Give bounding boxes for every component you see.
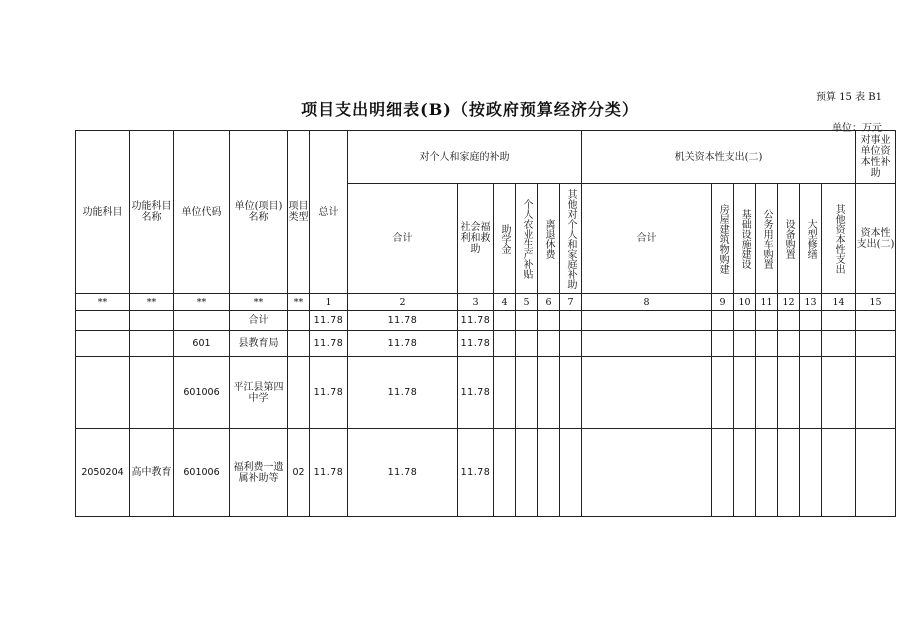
table-row — [76, 311, 896, 331]
header-repair: 大型修缮 — [800, 184, 822, 294]
header-capital-total: 合计 — [582, 184, 712, 294]
index-cell: 1 — [310, 294, 348, 311]
index-cell: ** — [230, 294, 288, 311]
cell-func-name — [130, 311, 174, 331]
header-social-welfare: 社会福利和救助 — [458, 184, 494, 294]
cell-total: 11.78 — [310, 357, 348, 429]
cell-type — [288, 331, 310, 357]
index-cell: 2 — [348, 294, 458, 311]
cell-func — [76, 311, 130, 331]
cell-name: 县教育局 — [230, 331, 288, 357]
header-infrastructure: 基础设施建设 — [734, 184, 756, 294]
cell-func-name — [130, 331, 174, 357]
header-unit-code: 单位代码 — [174, 131, 230, 294]
header-project-type: 项目类型 — [288, 131, 310, 294]
index-cell: ** — [130, 294, 174, 311]
cell-name: 合计 — [230, 311, 288, 331]
header-total: 总计 — [310, 131, 348, 294]
index-cell: 7 — [560, 294, 582, 311]
cell-personal-total: 11.78 — [348, 357, 458, 429]
header-group-capital: 机关资本性支出(二) — [582, 131, 856, 184]
index-cell: 14 — [822, 294, 856, 311]
header-equipment: 设备购置 — [778, 184, 800, 294]
header-other-capital: 其他资本性支出 — [822, 184, 856, 294]
index-row — [76, 294, 896, 311]
index-cell: 4 — [494, 294, 516, 311]
header-building: 房屋建筑物购建 — [712, 184, 734, 294]
header-group-enterprise: 对事业单位资本性补助 — [856, 131, 896, 184]
cell-func — [76, 331, 130, 357]
cell-social-welfare: 11.78 — [458, 331, 494, 357]
header-func-subject-name: 功能科目名称 — [130, 131, 174, 294]
cell-code: 601 — [174, 331, 230, 357]
cell-social-welfare: 11.78 — [458, 357, 494, 429]
index-cell: 15 — [856, 294, 896, 311]
table-row — [76, 429, 896, 517]
cell-total: 11.78 — [310, 429, 348, 517]
header-unit-name: 单位(项目)名称 — [230, 131, 288, 294]
cell-personal-total: 11.78 — [348, 429, 458, 517]
header-func-subject: 功能科目 — [76, 131, 130, 294]
index-cell: 12 — [778, 294, 800, 311]
index-cell: 10 — [734, 294, 756, 311]
header-personal-total: 合计 — [348, 184, 458, 294]
cell-social-welfare: 11.78 — [458, 429, 494, 517]
table-row — [76, 357, 896, 429]
unit-label: 单位：万元 — [832, 123, 882, 134]
cell-type — [288, 357, 310, 429]
index-cell: ** — [174, 294, 230, 311]
header-vehicle: 公务用车购置 — [756, 184, 778, 294]
cell-type — [288, 311, 310, 331]
header-other-personal: 其他对个人和家庭补助 — [560, 184, 582, 294]
cell-code — [174, 311, 230, 331]
cell-personal-total: 11.78 — [348, 311, 458, 331]
header-group-personal: 对个人和家庭的补助 — [348, 131, 582, 184]
header-retirement: 离退休费 — [538, 184, 560, 294]
header-row-1 — [76, 131, 896, 184]
budget-table — [75, 130, 896, 517]
cell-total: 11.78 — [310, 331, 348, 357]
cell-code: 601006 — [174, 357, 230, 429]
cell-personal-total: 11.78 — [348, 331, 458, 357]
index-cell: 3 — [458, 294, 494, 311]
form-code: 预算 15 表 B1 — [816, 92, 882, 103]
header-stipend: 助学金 — [494, 184, 516, 294]
index-cell: ** — [76, 294, 130, 311]
index-cell: ** — [288, 294, 310, 311]
index-cell: 8 — [582, 294, 712, 311]
header-agri-subsidy: 个人农业生产补贴 — [516, 184, 538, 294]
index-cell: 5 — [516, 294, 538, 311]
cell-func-name: 高中教育 — [130, 429, 174, 517]
header-enterprise-capital: 资本性支出(二) — [856, 184, 896, 294]
cell-func-name — [130, 357, 174, 429]
index-cell: 13 — [800, 294, 822, 311]
cell-name: 平江县第四中学 — [230, 357, 288, 429]
cell-type: 02 — [288, 429, 310, 517]
table-row — [76, 331, 896, 357]
index-cell: 11 — [756, 294, 778, 311]
cell-total: 11.78 — [310, 311, 348, 331]
page-title: 项目支出明细表(B)（按政府预算经济分类） — [301, 100, 639, 119]
index-cell: 9 — [712, 294, 734, 311]
cell-func — [76, 357, 130, 429]
cell-name: 福利费一遗属补助等 — [230, 429, 288, 517]
cell-func: 2050204 — [76, 429, 130, 517]
cell-social-welfare: 11.78 — [458, 311, 494, 331]
cell-code: 601006 — [174, 429, 230, 517]
index-cell: 6 — [538, 294, 560, 311]
